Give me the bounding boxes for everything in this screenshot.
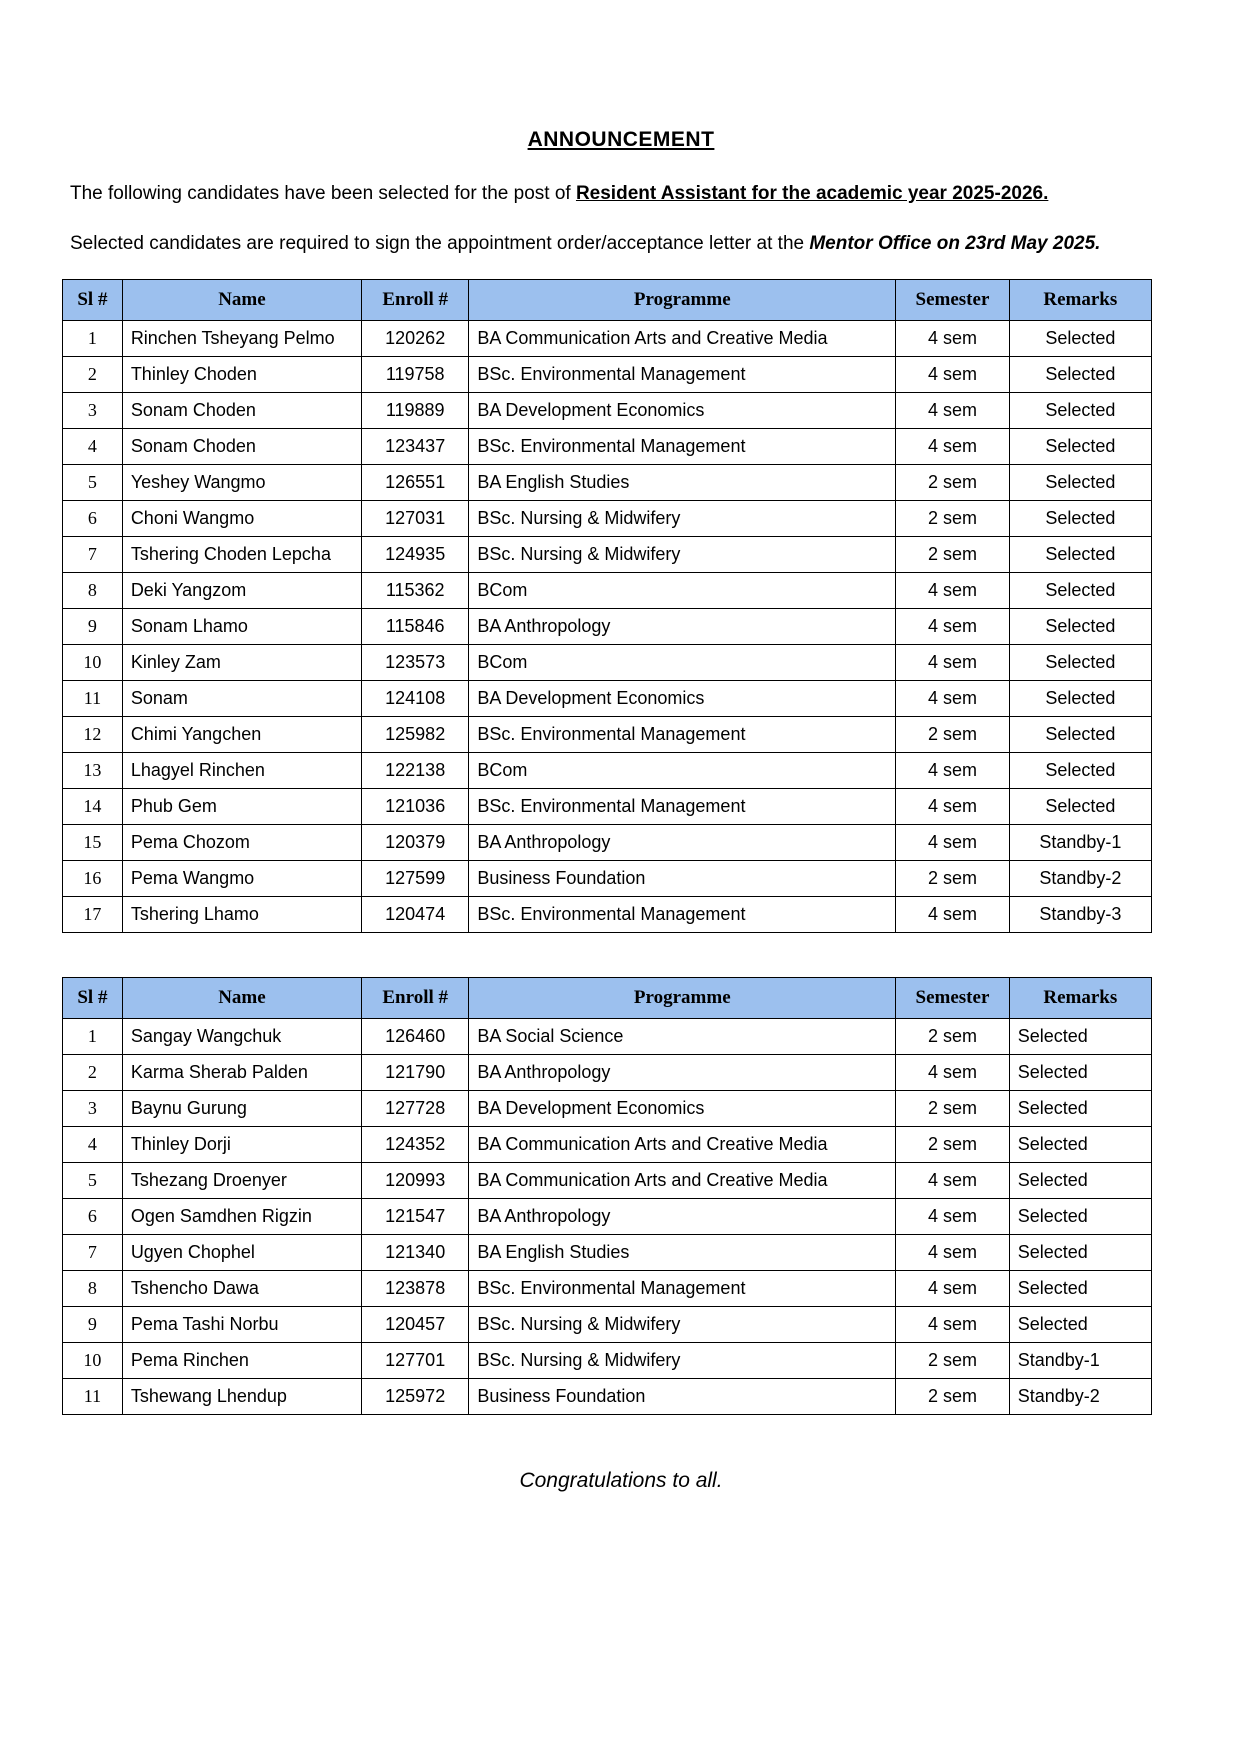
- cell-name: Ogen Samdhen Rigzin: [122, 1199, 361, 1235]
- cell-programme: BA Anthropology: [469, 1055, 896, 1091]
- cell-enroll: 119889: [362, 393, 469, 429]
- cell-remarks: Selected: [1009, 1235, 1151, 1271]
- column-header-enroll: Enroll #: [362, 978, 469, 1019]
- table-row: [63, 861, 1152, 897]
- cell-remarks: Selected: [1009, 357, 1151, 393]
- selected-candidates-table-2: [62, 977, 1152, 1415]
- cell-sl: 11: [63, 1379, 123, 1415]
- cell-sl: 3: [63, 1091, 123, 1127]
- table-row: [63, 897, 1152, 933]
- cell-name: Pema Rinchen: [122, 1343, 361, 1379]
- cell-programme: Business Foundation: [469, 861, 896, 897]
- cell-semester: 4 sem: [896, 1163, 1009, 1199]
- cell-programme: BA Communication Arts and Creative Media: [469, 321, 896, 357]
- cell-sl: 16: [63, 861, 123, 897]
- cell-sl: 8: [63, 573, 123, 609]
- cell-semester: 4 sem: [896, 897, 1009, 933]
- cell-remarks: Selected: [1009, 789, 1151, 825]
- cell-sl: 4: [63, 1127, 123, 1163]
- cell-enroll: 124108: [362, 681, 469, 717]
- cell-name: Pema Tashi Norbu: [122, 1307, 361, 1343]
- cell-programme: BA Anthropology: [469, 825, 896, 861]
- table-row: [63, 1055, 1152, 1091]
- table-row: [63, 789, 1152, 825]
- cell-name: Thinley Choden: [122, 357, 361, 393]
- cell-programme: BSc. Environmental Management: [469, 429, 896, 465]
- cell-remarks: Selected: [1009, 1127, 1151, 1163]
- cell-name: Pema Chozom: [122, 825, 361, 861]
- cell-enroll: 125972: [362, 1379, 469, 1415]
- cell-sl: 11: [63, 681, 123, 717]
- table-header-row: [63, 978, 1152, 1019]
- column-header-programme: Programme: [469, 978, 896, 1019]
- cell-semester: 2 sem: [896, 1379, 1009, 1415]
- cell-name: Ugyen Chophel: [122, 1235, 361, 1271]
- table-row: [63, 537, 1152, 573]
- intro-paragraph-2-text: Selected candidates are required to sign the appointment order/acceptance letter at the: [70, 232, 810, 254]
- cell-enroll: 115362: [362, 573, 469, 609]
- table-row: [63, 429, 1152, 465]
- cell-remarks: Selected: [1009, 753, 1151, 789]
- cell-remarks: Selected: [1009, 1019, 1151, 1055]
- cell-semester: 4 sem: [896, 645, 1009, 681]
- cell-programme: BSc. Environmental Management: [469, 789, 896, 825]
- cell-remarks: Selected: [1009, 321, 1151, 357]
- column-header-sl: Sl #: [63, 280, 123, 321]
- table-row: [63, 753, 1152, 789]
- cell-enroll: 120262: [362, 321, 469, 357]
- cell-programme: BSc. Environmental Management: [469, 357, 896, 393]
- cell-name: Karma Sherab Palden: [122, 1055, 361, 1091]
- cell-semester: 4 sem: [896, 429, 1009, 465]
- cell-sl: 15: [63, 825, 123, 861]
- cell-sl: 10: [63, 1343, 123, 1379]
- cell-remarks: Selected: [1009, 681, 1151, 717]
- cell-enroll: 115846: [362, 609, 469, 645]
- cell-sl: 14: [63, 789, 123, 825]
- cell-name: Chimi Yangchen: [122, 717, 361, 753]
- cell-semester: 4 sem: [896, 393, 1009, 429]
- cell-programme: BSc. Nursing & Midwifery: [469, 501, 896, 537]
- cell-remarks: Selected: [1009, 717, 1151, 753]
- cell-semester: 2 sem: [896, 465, 1009, 501]
- cell-name: Tshering Lhamo: [122, 897, 361, 933]
- cell-remarks: Selected: [1009, 609, 1151, 645]
- cell-remarks: Standby-3: [1009, 897, 1151, 933]
- column-header-name: Name: [122, 280, 361, 321]
- cell-enroll: 123437: [362, 429, 469, 465]
- cell-sl: 9: [63, 1307, 123, 1343]
- cell-programme: BA Anthropology: [469, 609, 896, 645]
- cell-enroll: 125982: [362, 717, 469, 753]
- cell-name: Deki Yangzom: [122, 573, 361, 609]
- cell-semester: 2 sem: [896, 1343, 1009, 1379]
- cell-programme: BA Anthropology: [469, 1199, 896, 1235]
- intro-paragraph-1: [62, 180, 1180, 208]
- cell-enroll: 127728: [362, 1091, 469, 1127]
- cell-semester: 2 sem: [896, 1091, 1009, 1127]
- intro-paragraph-1-emphasis: Resident Assistant for the academic year 2025-2026.: [575, 183, 1049, 204]
- cell-enroll: 127599: [362, 861, 469, 897]
- table-row: [63, 1379, 1152, 1415]
- cell-remarks: Selected: [1009, 465, 1151, 501]
- intro-paragraph-2: [62, 230, 1180, 258]
- cell-sl: 6: [63, 501, 123, 537]
- cell-name: Tshencho Dawa: [122, 1271, 361, 1307]
- table-row: [63, 1307, 1152, 1343]
- cell-name: Sangay Wangchuk: [122, 1019, 361, 1055]
- cell-semester: 2 sem: [896, 1127, 1009, 1163]
- cell-programme: BSc. Environmental Management: [469, 897, 896, 933]
- cell-programme: BA Development Economics: [469, 681, 896, 717]
- cell-enroll: 121547: [362, 1199, 469, 1235]
- table-row: [63, 717, 1152, 753]
- cell-sl: 2: [63, 1055, 123, 1091]
- cell-semester: 2 sem: [896, 1019, 1009, 1055]
- cell-remarks: Selected: [1009, 1091, 1151, 1127]
- cell-semester: 2 sem: [896, 717, 1009, 753]
- cell-name: Baynu Gurung: [122, 1091, 361, 1127]
- cell-remarks: Selected: [1009, 429, 1151, 465]
- cell-remarks: Standby-2: [1009, 861, 1151, 897]
- cell-remarks: Selected: [1009, 1199, 1151, 1235]
- intro-paragraph-1-text: The following candidates have been selected for the post of: [70, 183, 576, 204]
- cell-semester: 4 sem: [896, 1307, 1009, 1343]
- cell-remarks: Standby-1: [1009, 825, 1151, 861]
- cell-enroll: 127701: [362, 1343, 469, 1379]
- cell-name: Tshewang Lhendup: [122, 1379, 361, 1415]
- cell-enroll: 121036: [362, 789, 469, 825]
- column-header-semester: Semester: [896, 280, 1009, 321]
- cell-name: Phub Gem: [122, 789, 361, 825]
- cell-programme: BSc. Environmental Management: [469, 1271, 896, 1307]
- cell-remarks: Selected: [1009, 501, 1151, 537]
- table-2-header: [63, 978, 1152, 1019]
- table-row: [63, 1127, 1152, 1163]
- cell-enroll: 122138: [362, 753, 469, 789]
- cell-sl: 7: [63, 1235, 123, 1271]
- cell-programme: BSc. Nursing & Midwifery: [469, 1307, 896, 1343]
- cell-semester: 2 sem: [896, 537, 1009, 573]
- cell-programme: BSc. Environmental Management: [469, 717, 896, 753]
- cell-remarks: Selected: [1009, 537, 1151, 573]
- cell-programme: BCom: [469, 645, 896, 681]
- table-row: [63, 1199, 1152, 1235]
- cell-sl: 12: [63, 717, 123, 753]
- table-row: [63, 1019, 1152, 1055]
- table-row: [63, 393, 1152, 429]
- cell-programme: BSc. Nursing & Midwifery: [469, 537, 896, 573]
- table-row: [63, 1163, 1152, 1199]
- cell-sl: 17: [63, 897, 123, 933]
- column-header-programme: Programme: [469, 280, 896, 321]
- cell-semester: 4 sem: [896, 1235, 1009, 1271]
- cell-name: Lhagyel Rinchen: [122, 753, 361, 789]
- cell-name: Tshering Choden Lepcha: [122, 537, 361, 573]
- cell-sl: 5: [63, 465, 123, 501]
- table-row: [63, 573, 1152, 609]
- table-row: [63, 321, 1152, 357]
- selected-candidates-table-1: [62, 279, 1152, 933]
- cell-programme: Business Foundation: [469, 1379, 896, 1415]
- cell-enroll: 126460: [362, 1019, 469, 1055]
- cell-semester: 4 sem: [896, 753, 1009, 789]
- cell-programme: BA Communication Arts and Creative Media: [469, 1127, 896, 1163]
- cell-remarks: Selected: [1009, 1271, 1151, 1307]
- cell-programme: BA Social Science: [469, 1019, 896, 1055]
- cell-programme: BA English Studies: [469, 1235, 896, 1271]
- table-row: [63, 357, 1152, 393]
- closing-note: Congratulations to all.: [519, 1469, 723, 1493]
- cell-name: Choni Wangmo: [122, 501, 361, 537]
- table-row: [63, 609, 1152, 645]
- cell-enroll: 123878: [362, 1271, 469, 1307]
- cell-remarks: Selected: [1009, 393, 1151, 429]
- table-row: [63, 645, 1152, 681]
- cell-sl: 1: [63, 321, 123, 357]
- intro-paragraph-2-emphasis: Mentor Office on 23rd May 2025.: [809, 232, 1101, 254]
- cell-sl: 6: [63, 1199, 123, 1235]
- cell-name: Thinley Dorji: [122, 1127, 361, 1163]
- cell-remarks: Selected: [1009, 573, 1151, 609]
- cell-remarks: Selected: [1009, 1055, 1151, 1091]
- cell-semester: 2 sem: [896, 861, 1009, 897]
- table-gap: [62, 933, 1180, 977]
- cell-enroll: 120993: [362, 1163, 469, 1199]
- table-1-body: [63, 321, 1152, 933]
- table-1-header: [63, 280, 1152, 321]
- cell-enroll: 126551: [362, 465, 469, 501]
- cell-enroll: 123573: [362, 645, 469, 681]
- cell-programme: BSc. Nursing & Midwifery: [469, 1343, 896, 1379]
- cell-name: Pema Wangmo: [122, 861, 361, 897]
- column-header-semester: Semester: [896, 978, 1009, 1019]
- table-row: [63, 1091, 1152, 1127]
- table-2-body: [63, 1019, 1152, 1415]
- cell-enroll: 127031: [362, 501, 469, 537]
- table-row: [63, 1235, 1152, 1271]
- cell-sl: 13: [63, 753, 123, 789]
- table-row: [63, 1343, 1152, 1379]
- cell-semester: 4 sem: [896, 1271, 1009, 1307]
- cell-remarks: Standby-2: [1009, 1379, 1151, 1415]
- cell-programme: BA Communication Arts and Creative Media: [469, 1163, 896, 1199]
- cell-semester: 4 sem: [896, 609, 1009, 645]
- column-header-enroll: Enroll #: [362, 280, 469, 321]
- cell-programme: BCom: [469, 753, 896, 789]
- column-header-remarks: Remarks: [1009, 280, 1151, 321]
- cell-sl: 2: [63, 357, 123, 393]
- cell-name: Sonam Choden: [122, 393, 361, 429]
- cell-semester: 2 sem: [896, 501, 1009, 537]
- cell-sl: 4: [63, 429, 123, 465]
- cell-programme: BA Development Economics: [469, 393, 896, 429]
- column-header-sl: Sl #: [63, 978, 123, 1019]
- cell-enroll: 124352: [362, 1127, 469, 1163]
- cell-name: Rinchen Tsheyang Pelmo: [122, 321, 361, 357]
- cell-programme: BCom: [469, 573, 896, 609]
- cell-enroll: 120457: [362, 1307, 469, 1343]
- cell-semester: 4 sem: [896, 573, 1009, 609]
- cell-programme: BA Development Economics: [469, 1091, 896, 1127]
- table-row: [63, 1271, 1152, 1307]
- cell-name: Kinley Zam: [122, 645, 361, 681]
- cell-enroll: 120474: [362, 897, 469, 933]
- cell-sl: 9: [63, 609, 123, 645]
- cell-enroll: 120379: [362, 825, 469, 861]
- cell-semester: 4 sem: [896, 681, 1009, 717]
- table-row: [63, 465, 1152, 501]
- cell-name: Sonam: [122, 681, 361, 717]
- cell-sl: 8: [63, 1271, 123, 1307]
- table-row: [63, 501, 1152, 537]
- cell-semester: 4 sem: [896, 357, 1009, 393]
- cell-name: Sonam Lhamo: [122, 609, 361, 645]
- cell-semester: 4 sem: [896, 321, 1009, 357]
- cell-programme: BA English Studies: [469, 465, 896, 501]
- cell-enroll: 121790: [362, 1055, 469, 1091]
- cell-enroll: 124935: [362, 537, 469, 573]
- table-row: [63, 825, 1152, 861]
- cell-sl: 10: [63, 645, 123, 681]
- cell-sl: 1: [63, 1019, 123, 1055]
- cell-enroll: 121340: [362, 1235, 469, 1271]
- cell-name: Sonam Choden: [122, 429, 361, 465]
- cell-remarks: Standby-1: [1009, 1343, 1151, 1379]
- cell-name: Tshezang Droenyer: [122, 1163, 361, 1199]
- cell-sl: 5: [63, 1163, 123, 1199]
- cell-sl: 3: [63, 393, 123, 429]
- cell-semester: 4 sem: [896, 1055, 1009, 1091]
- cell-semester: 4 sem: [896, 825, 1009, 861]
- cell-semester: 4 sem: [896, 1199, 1009, 1235]
- cell-semester: 4 sem: [896, 789, 1009, 825]
- column-header-name: Name: [122, 978, 361, 1019]
- cell-enroll: 119758: [362, 357, 469, 393]
- cell-sl: 7: [63, 537, 123, 573]
- cell-remarks: Selected: [1009, 1163, 1151, 1199]
- cell-remarks: Selected: [1009, 1307, 1151, 1343]
- column-header-remarks: Remarks: [1009, 978, 1151, 1019]
- page-title: ANNOUNCEMENT: [527, 128, 715, 151]
- cell-remarks: Selected: [1009, 645, 1151, 681]
- cell-name: Yeshey Wangmo: [122, 465, 361, 501]
- table-row: [63, 681, 1152, 717]
- table-header-row: [63, 280, 1152, 321]
